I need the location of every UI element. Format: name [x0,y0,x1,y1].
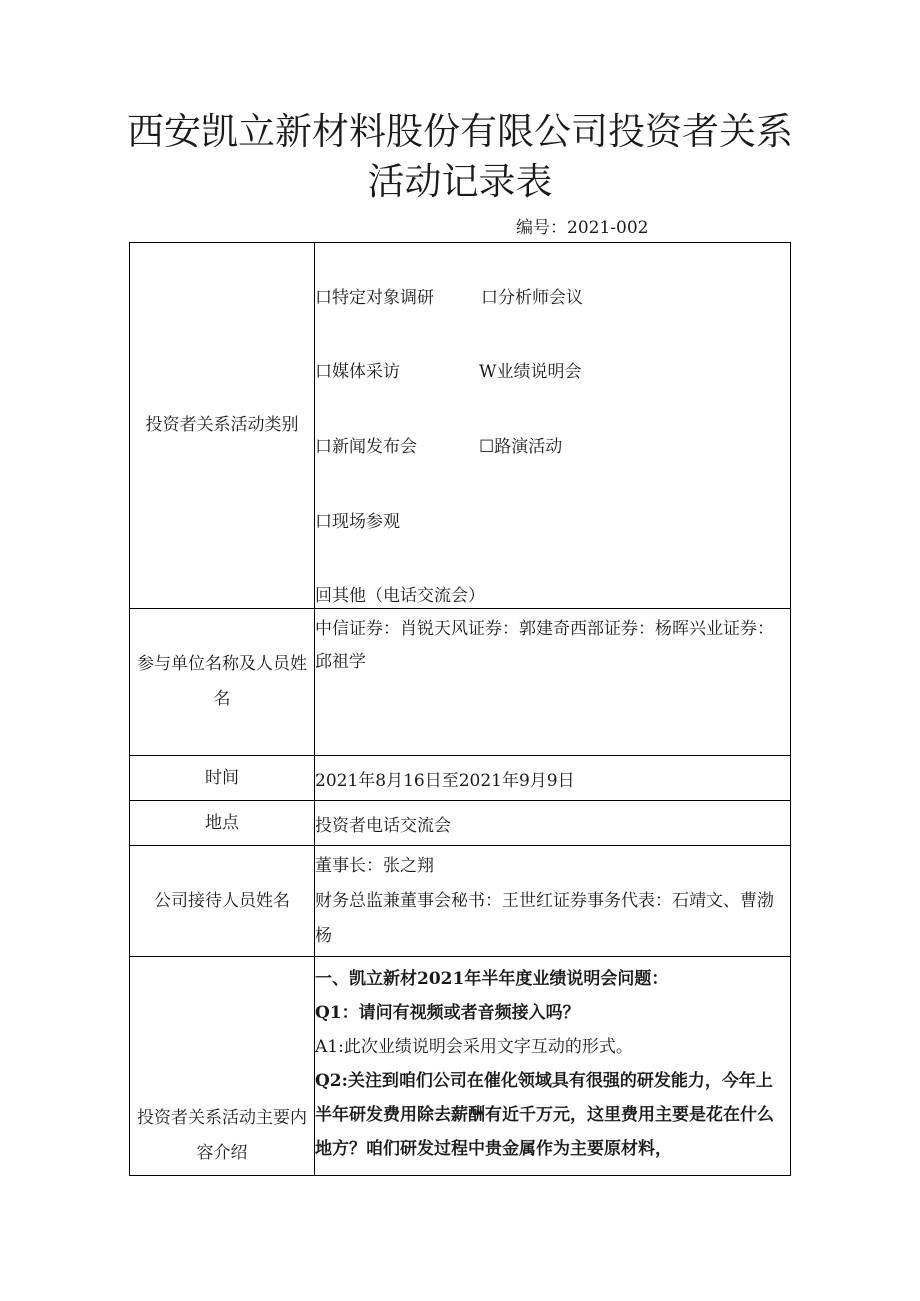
staff-label: 公司接待人员姓名 [130,846,315,957]
category-options [315,243,791,609]
content-value [315,957,791,1176]
participants-label-text: 参与单位名称及人员姓名 [137,654,307,709]
question-1: Q1：请问有视频或者音频接入吗？ [315,1003,580,1023]
participants-label [130,609,315,756]
activity-record-table [129,242,791,1176]
question-2: Q2:关注到咱们公司在催化领域具有很强的研发能力，今年上半年研发费用除去薪酬有近千万元，这里费用主要是花在什么地方？咱们研发过程中贵金属作为主要原材料， [315,1071,774,1159]
document-title: 西安凯立新材料股份有限公司投资者关系 [127,110,793,153]
option-press-conference: 口新闻发布会 [315,437,417,457]
content-label-text: 投资者关系活动主要内容介绍 [137,1108,307,1163]
time-row [130,756,791,801]
content-label [130,957,315,1176]
option-results-briefing: W业绩说明会 [479,362,582,382]
option-site-visit: 口现场参观 [315,512,400,532]
option-other: 回其他（电话交流会） [315,586,485,606]
staff-row [130,846,791,957]
place-label: 地点 [130,801,315,846]
option-roadshow: ☐路演活动 [479,437,563,457]
time-value: 2021年8月16日至2021年9月9日 [315,756,791,801]
option-specific-research: 口特定对象调研 [315,288,434,308]
staff-others: 财务总监兼董事会秘书：王世红证券事务代表：石靖文、曹渤杨 [315,890,774,946]
category-label: 投资者关系活动类别 [130,243,315,609]
participants-row [130,609,791,756]
answer-1: A1:此次业绩说明会采用文字互动的形式。 [315,1037,633,1057]
staff-value [315,846,791,957]
option-analyst-meeting: 口分析师会议 [481,288,583,308]
content-heading: 一、凯立新材2021年半年度业绩说明会问题： [315,969,669,989]
place-value: 投资者电话交流会 [315,801,791,846]
option-media-interview: 口媒体采访 [315,362,400,382]
category-row [130,243,791,609]
place-row [130,801,791,846]
document-number: 编号：2021-002 [516,218,649,238]
document-title-line2: 活动记录表 [367,160,553,203]
time-label: 时间 [130,756,315,801]
participants-value [315,609,791,756]
content-row [130,957,791,1176]
participants-text: 中信证券：肖锐天风证券：郭建奇西部证券：杨晖兴业证券：邱祖学 [315,619,774,672]
staff-chairman: 董事长：张之翔 [315,855,434,876]
